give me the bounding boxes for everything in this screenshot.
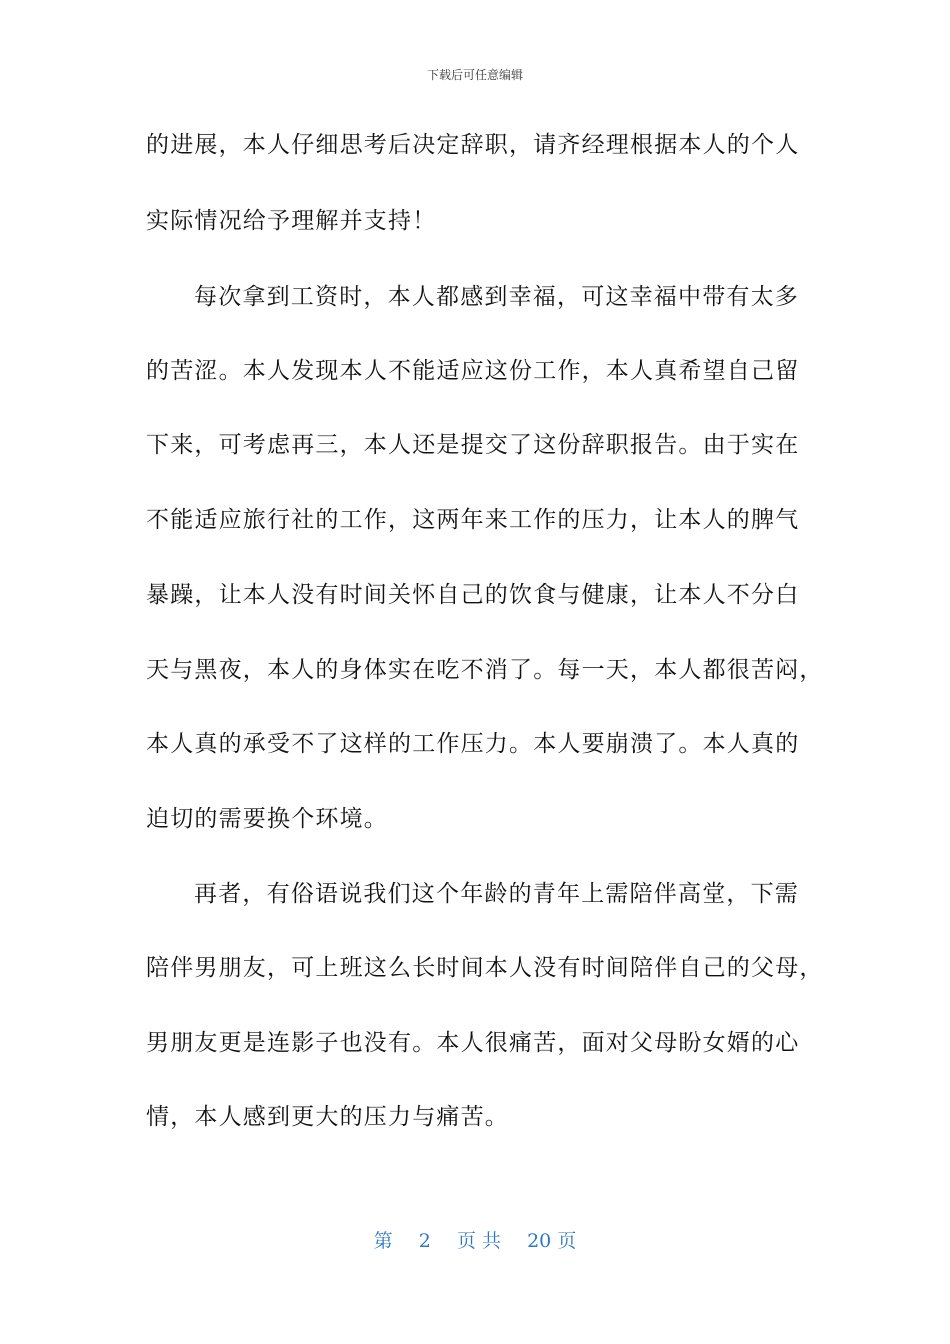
text-line: 男朋友更是连影子也没有。本人很痛苦，面对父母盼女婿的心	[146, 1030, 800, 1056]
footer-middle: 页 共	[456, 1230, 501, 1252]
text-line: 下来，可考虑再三，本人还是提交了这份辞职报告。由于实在	[146, 432, 800, 458]
paragraph-first-line: 再者，有俗语说我们这个年龄的青年上需陪伴高堂，下需	[194, 881, 799, 907]
text-line: 陪伴男朋友，可上班这么长时间本人没有时间陪伴自己的父母，	[146, 955, 824, 981]
text-line: 情，本人感到更大的压力与痛苦。	[146, 1104, 509, 1130]
text-line: 天与黑夜，本人的身体实在吃不消了。每一天，本人都很苦闷，	[146, 657, 824, 683]
page-header: 下载后可任意编辑	[426, 68, 523, 82]
text-line: 本人真的承受不了这样的工作压力。本人要崩溃了。本人真的	[146, 731, 800, 757]
total-page-count: 20	[527, 1230, 552, 1252]
text-line: 不能适应旅行社的工作，这两年来工作的压力，让本人的脾气	[146, 507, 800, 533]
paragraph-first-line: 每次拿到工资时，本人都感到幸福，可这幸福中带有太多	[194, 284, 799, 310]
text-line: 的苦涩。本人发现本人不能适应这份工作，本人真希望自己留	[146, 358, 800, 384]
text-line: 暴躁，让本人没有时间关怀自己的饮食与健康，让本人不分白	[146, 582, 800, 608]
text-line: 实际情况给予理解并支持！	[146, 208, 437, 234]
current-page-number: 2	[418, 1230, 431, 1252]
text-line: 迫切的需要换个环境。	[146, 806, 388, 832]
footer-suffix: 页	[557, 1230, 577, 1252]
footer-prefix: 第	[373, 1230, 393, 1252]
page-footer	[0, 1226, 950, 1253]
text-line: 的进展，本人仔细思考后决定辞职，请齐经理根据本人的个人	[146, 132, 800, 158]
